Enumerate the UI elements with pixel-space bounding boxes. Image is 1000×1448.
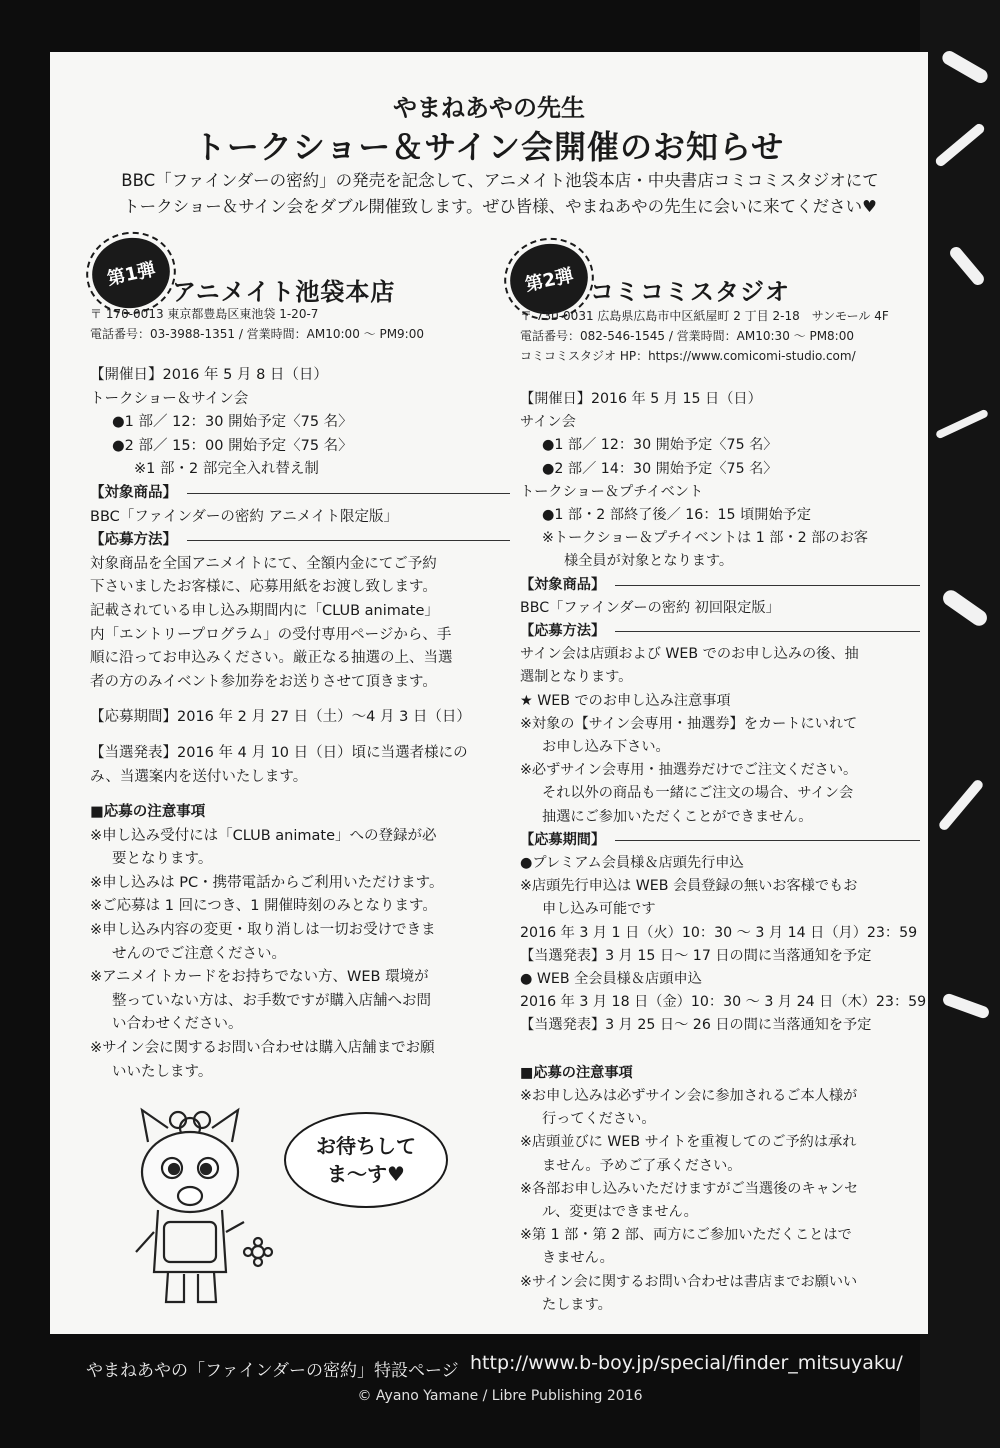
text-line: ※第 1 部・第 2 部、両方にご参加いただくことはで	[520, 1227, 852, 1244]
text-line: サイン会は店頭および WEB でのお申し込みの後、抽	[520, 646, 859, 663]
text-line: お申し込み下さい。	[542, 739, 670, 756]
text-line: 行ってください。	[542, 1111, 656, 1128]
page-title: トークショー＆サイン会開催のお知らせ	[193, 128, 785, 166]
text-line: ※必ずサイン会専用・抽選券だけでご注文ください。	[520, 762, 858, 779]
section-rule	[615, 631, 920, 632]
text-line: 要となります。	[112, 851, 213, 868]
text-line: 者の方のみイベント参加券をお送りさせて頂きます。	[90, 673, 437, 690]
spacer	[90, 789, 510, 801]
text-line: ※アニメイトカードをお持ちでない方、WEB 環境が	[90, 969, 429, 986]
text-line: 【当選発表】2016 年 4 月 10 日（日）頃に当選者様にの	[90, 744, 468, 761]
text-line: ※各部お申し込みいただけますがご当選後のキャンセ	[520, 1180, 859, 1197]
text-line: い合わせください。	[112, 1016, 243, 1033]
text-line: BBC「ファインダーの密約 アニメイト限定版」	[90, 508, 398, 525]
section-heading	[90, 482, 510, 506]
event-2-badge: 第2弾	[504, 237, 595, 322]
text-line: 2016 年 3 月 1 日（火）10：30 ～ 3 月 14 日（月）23：59	[520, 924, 918, 941]
text-line: トークショー＆サイン会	[90, 390, 249, 407]
section-rule	[615, 840, 920, 841]
text-line: 抽選にご参加いただくことができません。	[542, 808, 813, 825]
section-rule	[615, 585, 920, 586]
section-heading-label: 【応募方法】	[520, 623, 606, 640]
text-line: 2016 年 3 月 18 日（金）10：30 ～ 3 月 24 日（木）23：59	[520, 994, 927, 1011]
text-line: 【当選発表】3 月 15 日～ 17 日の間に当落通知を予定	[520, 947, 872, 964]
text-line: 記載されている申し込み期間内に「CLUB animate」	[90, 602, 439, 619]
text-line: ●1 部／ 12：30 開始予定〈75 名〉	[112, 414, 353, 431]
text-line: 対象商品を全国アニメイトにて、全額内金にてご予約	[90, 555, 437, 572]
text-line: ※店頭先行申込は WEB 会員登録の無いお客様でもお	[520, 878, 858, 895]
text-line: 内「エントリープログラム」の受付専用ページから、手	[90, 626, 452, 643]
text-line: 選制となります。	[520, 669, 633, 686]
section-heading-label: 【対象商品】	[90, 484, 177, 501]
text-line: ※申し込み受付には「CLUB animate」への登録が必	[90, 827, 437, 844]
section-rule	[187, 493, 510, 494]
mascot-illustration	[128, 1102, 278, 1316]
copyright: © Ayano Yamane / Libre Publishing 2016	[357, 1388, 643, 1404]
text-line: み、当選案内を送付いたします。	[90, 768, 308, 785]
store-name-comicomi: コミコミスタジオ	[590, 278, 790, 306]
text-line: ●2 部／ 15：00 開始予定〈75 名〉	[112, 437, 353, 454]
section-heading-label: 【応募期間】	[520, 831, 606, 848]
text-line: いいたします。	[112, 1063, 213, 1080]
text-line: ※対象の【サイン会専用・抽選券】をカートにいれて	[520, 715, 858, 732]
text-line: ※トークショー＆プチイベントは 1 部・2 部のお客	[542, 530, 868, 547]
text-line: 順に沿ってお申込みください。厳正なる抽選の上、当選	[90, 650, 453, 667]
text-line: ●2 部／ 14：30 開始予定〈75 名〉	[542, 460, 778, 477]
animate-details	[90, 364, 510, 1084]
section-heading	[520, 620, 920, 643]
text-line: ●1 部・2 部終了後／ 16：15 頃開始予定	[542, 507, 812, 524]
text-line: ■応募の注意事項	[520, 1064, 633, 1081]
text-line: 【応募期間】2016 年 2 月 27 日（土）～4 月 3 日（日）	[90, 709, 471, 726]
text-line: ※申し込みは PC・携帯電話からご利用いただけます。	[90, 874, 444, 891]
text-line: サイン会	[520, 414, 576, 431]
spacer	[90, 730, 510, 742]
text-line: ※サイン会に関するお問い合わせは書店までお願いい	[520, 1273, 858, 1290]
spacer	[520, 1038, 920, 1050]
page-subtitle: やまねあやの先生	[393, 94, 585, 122]
text-line: ※店頭並びに WEB サイトを重複してのご予約は承れ	[520, 1134, 857, 1151]
text-line: ●1 部／ 12：30 開始予定〈75 名〉	[542, 437, 778, 454]
event-1-badge: 第1弾	[86, 231, 177, 316]
text-line: 【開催日】2016 年 5 月 8 日（日）	[90, 367, 328, 383]
text-line: トークショー＆プチイベント	[520, 483, 704, 500]
section-heading	[90, 529, 510, 553]
speech-bubble: お待ちして ま～す♥	[284, 1112, 448, 1208]
manga-art-strip	[920, 0, 1000, 1448]
spacer	[90, 694, 510, 706]
text-line: きません。	[542, 1250, 614, 1267]
text-line: ※ご応募は 1 回につき、1 開催時刻のみとなります。	[90, 898, 437, 915]
section-rule	[187, 540, 510, 541]
store-address-comicomi: 〒 730-0031 広島県広島市中区紙屋町 2 丁目 2-18 サンモール 4F 電話番号：082-546-1545 / 営業時間：AM10:30 ～ PM8:00 コミコミスタジオ HP：https://www.comicomi-studio.com/	[520, 309, 889, 363]
text-line: たします。	[542, 1296, 612, 1313]
text-line: ません。予めご了承ください。	[542, 1157, 742, 1174]
text-line: 下さいましたお客様に、応募用紙をお渡し致します。	[90, 579, 437, 596]
text-line: 申し込み可能です	[542, 901, 656, 918]
text-line: BBC「ファインダーの密約 初回限定版」	[520, 599, 780, 616]
comicomi-details	[520, 388, 927, 1317]
special-page-url[interactable]: http://www.b-boy.jp/special/finder_mitsuyaku/	[470, 1352, 903, 1374]
notice-panel	[50, 52, 928, 1334]
section-heading	[520, 829, 920, 852]
section-heading	[520, 574, 920, 597]
text-line: ★ WEB でのお申し込み注意事項	[520, 692, 731, 709]
special-page-label: やまねあやの「ファインダーの密約」特設ページ	[86, 1361, 459, 1381]
text-line: 【当選発表】3 月 25 日～ 26 日の間に当落通知を予定	[520, 1017, 872, 1034]
text-line: それ以外の商品も一緒にご注文の場合、サイン会	[542, 785, 854, 802]
text-line: ※申し込み内容の変更・取り消しは一切お受けできま	[90, 922, 436, 939]
intro-text: BBC「ファインダーの密約」の発売を記念して、アニメイト池袋本店・中央書店コミコミスタジオにて トークショー＆サイン会をダブル開催致します。ぜひ皆様、やまねあやの先生に会いに来てください♥	[121, 171, 879, 216]
store-name-animate: アニメイト池袋本店	[172, 278, 396, 306]
section-heading-label: 【対象商品】	[520, 576, 606, 593]
section-heading-label: 【応募方法】	[90, 532, 177, 549]
text-line: ● WEB 全会員様＆店頭申込	[520, 971, 702, 988]
text-line: ※サイン会に関するお問い合わせは購入店舗までお願	[90, 1040, 435, 1057]
text-line: ル、変更はできません。	[542, 1203, 698, 1220]
text-line: ■応募の注意事項	[90, 804, 206, 821]
store-address-animate: 〒 170-0013 東京都豊島区東池袋 1-20-7 電話番号：03-3988-1351 / 営業時間：AM10:00 ～ PM9:00	[90, 307, 424, 341]
spacer	[520, 1050, 920, 1062]
text-line: 様全員が対象となります。	[564, 553, 734, 570]
text-line: ※お申し込みは必ずサイン会に参加されるご本人様が	[520, 1087, 858, 1104]
text-line: 整っていない方は、お手数ですが購入店舗へお問	[112, 992, 431, 1009]
text-line: 【開催日】2016 年 5 月 15 日（日）	[520, 391, 762, 407]
text-line: せんのでご注意ください。	[112, 945, 286, 962]
text-line: ※1 部・2 部完全入れ替え制	[134, 461, 319, 478]
text-line: ●プレミアム会員様＆店頭先行申込	[520, 855, 744, 872]
